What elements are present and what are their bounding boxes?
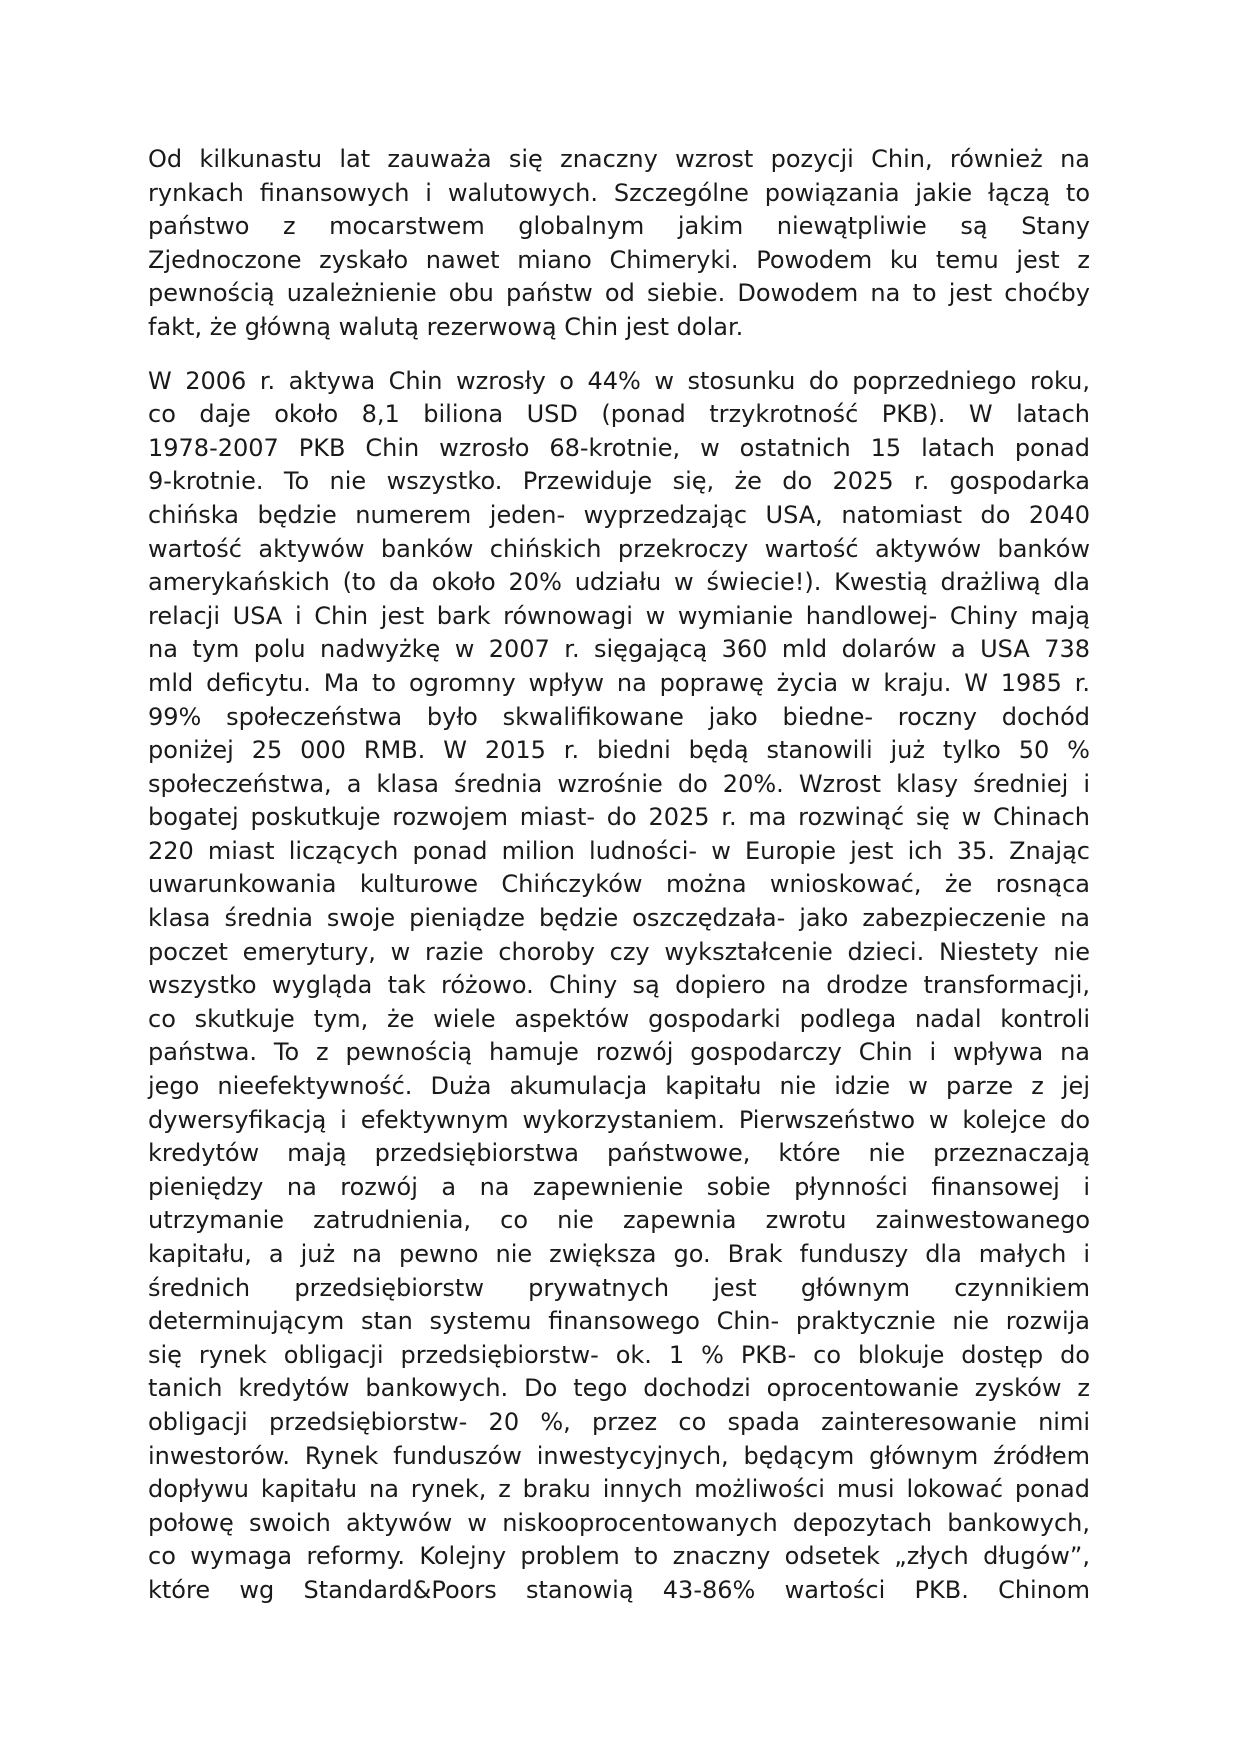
text-line: się rynek obligacji przedsiębiorstw- ok. 1 % PKB- co blokuje dostęp do [148, 1340, 1090, 1369]
text-line: Zjednoczone zyskało nawet miano Chimeryki. Powodem ku temu jest z [148, 245, 1090, 274]
text-line: kredytów mają przedsiębiorstwa państwowe, które nie przeznaczają [148, 1139, 1090, 1168]
text-line: państwo z mocarstwem globalnym jakim niewątpliwie są Stany [148, 212, 1090, 241]
paragraph-1 [148, 143, 1090, 345]
text-line: Od kilkunastu lat zauważa się znaczny wzrost pozycji Chin, również na [148, 145, 1090, 173]
text-line: połowę swoich aktywów w niskooprocentowanych depozytach bankowych, [148, 1508, 1090, 1537]
text-line: co wymaga reformy. Kolejny problem to znaczny odsetek „złych długów”, [148, 1542, 1090, 1571]
text-line: utrzymanie zatrudnienia, co nie zapewnia zwrotu zainwestowanego [148, 1206, 1090, 1235]
paragraph-spacing [148, 345, 1090, 365]
text-line: dywersyfikacją i efektywnym wykorzystaniem. Pierwszeństwo w kolejce do [148, 1105, 1090, 1134]
text-line: 1978-2007 PKB Chin wzrosło 68-krotnie, w ostatnich 15 latach ponad [148, 433, 1090, 462]
text-line: pieniędzy na rozwój a na zapewnienie sobie płynności finansowej i [148, 1172, 1090, 1201]
text-line: determinującym stan systemu finansowego Chin- praktycznie nie rozwija [148, 1307, 1090, 1336]
text-line: co daje około 8,1 biliona USD (ponad trzykrotność PKB). W latach [148, 400, 1090, 429]
text-line: mld deficytu. Ma to ogromny wpływ na poprawę życia w kraju. W 1985 r. [148, 668, 1090, 697]
text-line: obligacji przedsiębiorstw- 20 %, przez co spada zainteresowanie nimi [148, 1407, 1090, 1436]
text-line: 9-krotnie. To nie wszystko. Przewiduje się, że do 2025 r. gospodarka [148, 467, 1090, 496]
text-line: co skutkuje tym, że wiele aspektów gospodarki podlega nadal kontroli [148, 1004, 1090, 1033]
text-line: na tym polu nadwyżkę w 2007 r. sięgającą 360 mld dolarów a USA 738 [148, 635, 1090, 664]
text-line: poczet emerytury, w razie choroby czy wykształcenie dzieci. Niestety nie [148, 937, 1090, 966]
text-line: 99% społeczeństwa było skwalifikowane jako biedne- roczny dochód [148, 702, 1090, 731]
text-line: klasa średnia swoje pieniądze będzie oszczędzała- jako zabezpieczenie na [148, 904, 1090, 933]
text-line: wartość aktywów banków chińskich przekroczy wartość aktywów banków [148, 534, 1090, 563]
text-line: chińska będzie numerem jeden- wyprzedzając USA, natomiast do 2040 [148, 500, 1090, 529]
text-line: państwa. To z pewnością hamuje rozwój gospodarczy Chin i wpływa na [148, 1038, 1090, 1067]
text-line: fakt, że główną walutą rezerwową Chin jest dolar. [148, 312, 744, 341]
text-line: bogatej poskutkuje rozwojem miast- do 2025 r. ma rozwinąć się w Chinach [148, 803, 1090, 832]
text-line: wszystko wygląda tak różowo. Chiny są dopiero na drodze transformacji, [148, 971, 1090, 1000]
text-line: społeczeństwa, a klasa średnia wzrośnie do 20%. Wzrost klasy średniej i [148, 769, 1090, 798]
text-line: poniżej 25 000 RMB. W 2015 r. biedni będą stanowili już tylko 50 % [148, 736, 1090, 765]
text-line: uwarunkowania kulturowe Chińczyków można wnioskować, że rosnąca [148, 870, 1090, 899]
text-line: amerykańskich (to da około 20% udziału w świecie!). Kwestią drażliwą dla [148, 568, 1090, 597]
text-line: W 2006 r. aktywa Chin wzrosły o 44% w stosunku do poprzedniego roku, [148, 366, 1090, 395]
text-line: rynkach finansowych i walutowych. Szczególne powiązania jakie łączą to [148, 178, 1090, 207]
text-line: jego nieefektywność. Duża akumulacja kapitału nie idzie w parze z jej [148, 1072, 1090, 1101]
text-line: 220 miast liczących ponad milion ludności- w Europie jest ich 35. Znając [148, 836, 1090, 865]
text-line: pewnością uzależnienie obu państw od siebie. Dowodem na to jest choćby [148, 279, 1090, 308]
document-body [148, 143, 1090, 1608]
text-line: relacji USA i Chin jest bark równowagi w wymianie handlowej- Chiny mają [148, 601, 1090, 630]
text-line: tanich kredytów bankowych. Do tego dochodzi oprocentowanie zysków z [148, 1374, 1090, 1403]
text-line: średnich przedsiębiorstw prywatnych jest głównym czynnikiem [148, 1273, 1090, 1302]
text-line: dopływu kapitału na rynek, z braku innych możliwości musi lokować ponad [148, 1475, 1090, 1504]
text-line: które wg Standard&Poors stanowią 43-86% wartości PKB. Chinom [148, 1575, 1090, 1604]
text-line: kapitału, a już na pewno nie zwiększa go. Brak funduszy dla małych i [148, 1240, 1090, 1268]
text-line: inwestorów. Rynek funduszów inwestycyjnych, będącym głównym źródłem [148, 1441, 1090, 1470]
paragraph-2 [148, 365, 1090, 1608]
